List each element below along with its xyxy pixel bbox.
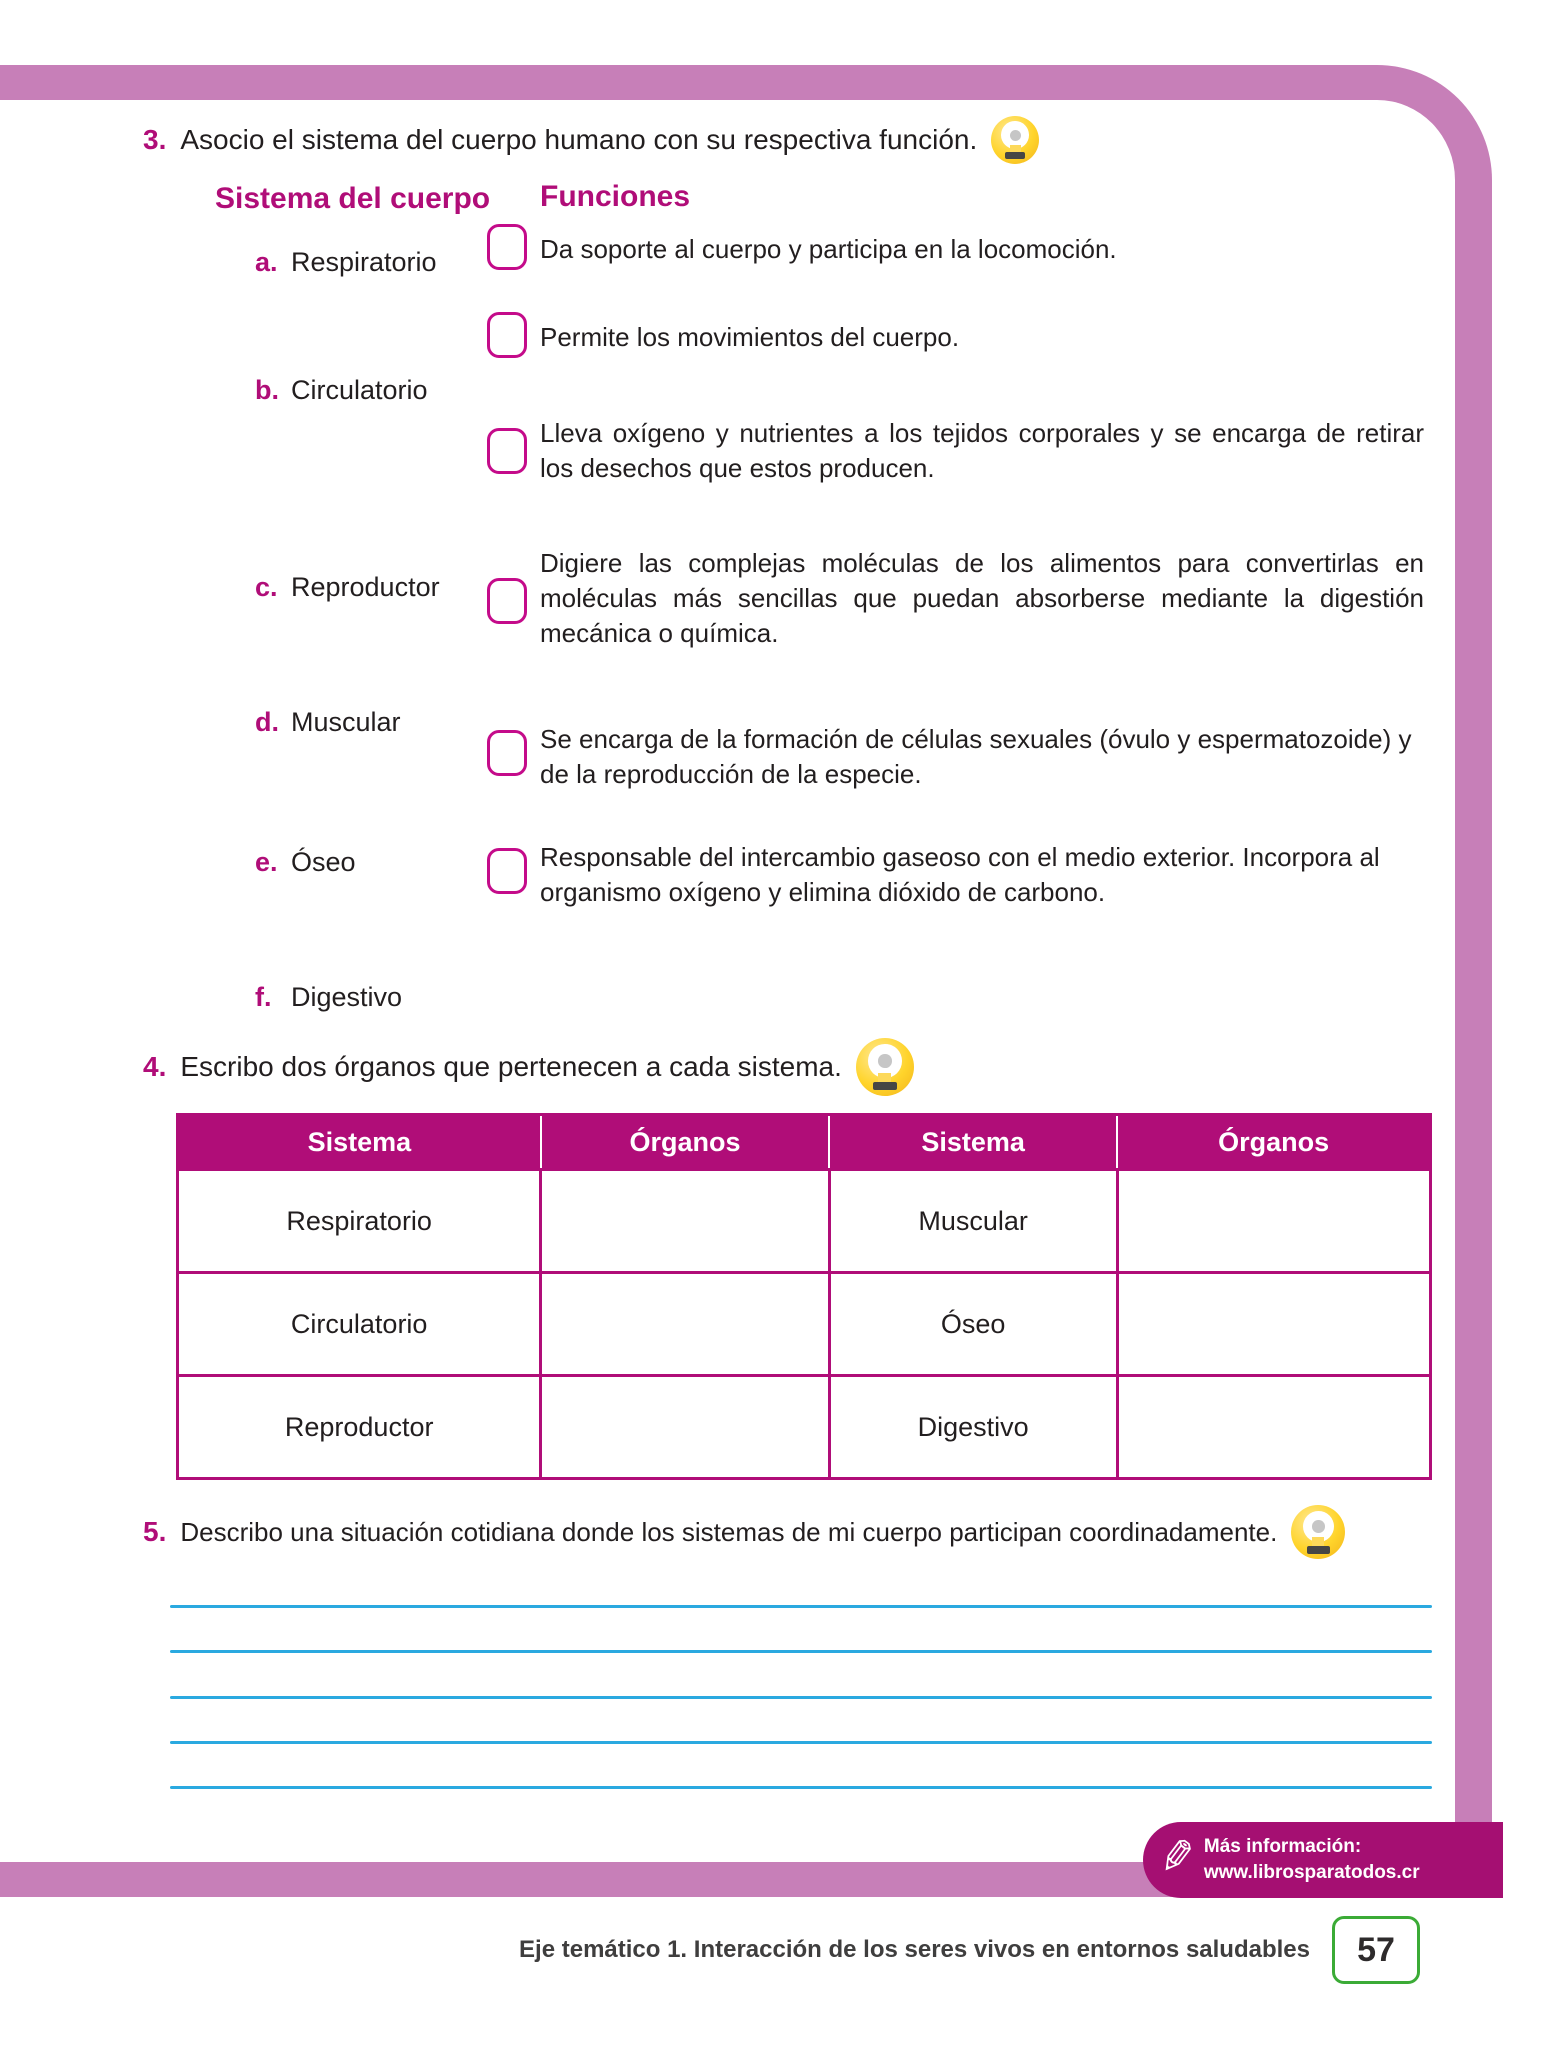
system-cell: Respiratorio: [178, 1170, 541, 1273]
match-checkbox-4[interactable]: [487, 578, 527, 624]
lightbulb-icon: [856, 1038, 914, 1096]
badge-line1: Más información:: [1203, 1836, 1362, 1858]
system-label: Reproductor: [291, 572, 440, 602]
system-item-oseo: [255, 847, 356, 878]
match-checkbox-5[interactable]: [487, 730, 527, 776]
bulb-base: [873, 1082, 897, 1091]
table-header-sistema: Sistema: [178, 1115, 541, 1170]
bulb-base: [1307, 1546, 1330, 1554]
system-cell: Reproductor: [178, 1376, 541, 1479]
function-text-5: Se encarga de la formación de células sexuales (óvulo y espermatozoide) y de la reproducción de la especie.: [540, 724, 1412, 790]
match-checkbox-1[interactable]: [487, 224, 527, 270]
question-5-number: 5.: [143, 1516, 167, 1547]
system-item-muscular: [255, 707, 401, 738]
organs-table: [176, 1113, 1432, 1480]
system-label: Muscular: [291, 707, 401, 737]
question-4: [143, 1038, 914, 1096]
table-header-sistema: Sistema: [829, 1115, 1117, 1170]
answer-line[interactable]: [170, 1741, 1432, 1744]
page-footer: [519, 1916, 1420, 1984]
table-header-row: [178, 1115, 1431, 1170]
function-text-3: Lleva oxígeno y nutrientes a los tejidos corporales y se encarga de retirar los desechos que estos producen.: [540, 418, 1424, 484]
system-letter: c.: [255, 572, 278, 602]
question-4-number: 4.: [143, 1051, 167, 1082]
organs-input-cell[interactable]: [541, 1170, 829, 1273]
function-text-6: Responsable del intercambio gaseoso con el medio exterior. Incorpora al organismo oxígeno y elimina dióxido de carbono.: [540, 842, 1380, 908]
system-item-reproductor: [255, 572, 440, 603]
system-letter: b.: [255, 375, 279, 405]
match-checkbox-6[interactable]: [487, 848, 527, 894]
table-row: [178, 1376, 1431, 1479]
organs-input-cell[interactable]: [541, 1376, 829, 1479]
pencil-icon: ✎: [1155, 1830, 1200, 1885]
question-4-text: Escribo dos órganos que pertenecen a cada sistema.: [180, 1051, 842, 1082]
systems-column-heading: Sistema del cuerpo: [215, 182, 491, 215]
system-item-respiratorio: [255, 247, 437, 278]
question-3-number: 3.: [143, 124, 167, 155]
function-text-4: Digiere las complejas moléculas de los alimentos para convertirlas en moléculas más sencillas que puedan absorberse mediante la digestión mecánica o química.: [540, 548, 1424, 649]
system-cell: Óseo: [829, 1273, 1117, 1376]
system-letter: d.: [255, 707, 279, 737]
table-row: [178, 1170, 1431, 1273]
table-row: [178, 1273, 1431, 1376]
system-letter: f.: [255, 982, 272, 1012]
answer-line[interactable]: [170, 1650, 1432, 1653]
organs-input-cell[interactable]: [1117, 1170, 1430, 1273]
lightbulb-icon: [991, 116, 1039, 164]
table-header-organos: Órganos: [541, 1115, 829, 1170]
system-letter: e.: [255, 847, 278, 877]
organs-input-cell[interactable]: [1117, 1273, 1430, 1376]
organs-input-cell[interactable]: [1117, 1376, 1430, 1479]
footer-theme-text: Eje temático 1. Interacción de los seres vivos en entornos saludables: [519, 1936, 1310, 1963]
lightbulb-icon: [1291, 1505, 1345, 1559]
system-cell: Muscular: [829, 1170, 1117, 1273]
system-label: Digestivo: [291, 982, 403, 1012]
system-label: Respiratorio: [291, 247, 437, 277]
functions-column-heading: Funciones: [540, 180, 691, 213]
answer-line[interactable]: [170, 1696, 1432, 1699]
function-text-2: Permite los movimientos del cuerpo.: [540, 322, 960, 352]
table-header-organos: Órganos: [1117, 1115, 1430, 1170]
more-info-badge[interactable]: [1143, 1822, 1503, 1898]
answer-line[interactable]: [170, 1786, 1432, 1789]
organs-input-cell[interactable]: [541, 1273, 829, 1376]
page-number: 57: [1357, 1930, 1395, 1969]
system-cell: Digestivo: [829, 1376, 1117, 1479]
badge-text: [1204, 1834, 1420, 1885]
badge-link[interactable]: www.librosparatodos.cr: [1203, 1862, 1420, 1883]
question-5: [143, 1505, 1345, 1559]
bulb-base: [1005, 152, 1025, 159]
match-checkbox-2[interactable]: [487, 312, 527, 358]
page-number-box: [1332, 1916, 1420, 1984]
question-5-text: Describo una situación cotidiana donde los sistemas de mi cuerpo participan coordinadamente.: [180, 1516, 1278, 1547]
question-3: [143, 116, 1039, 164]
match-checkbox-3[interactable]: [487, 428, 527, 474]
answer-line[interactable]: [170, 1605, 1432, 1608]
system-label: Óseo: [291, 847, 356, 877]
system-label: Circulatorio: [291, 375, 428, 405]
question-3-text: Asocio el sistema del cuerpo humano con su respectiva función.: [180, 124, 978, 155]
function-text-1: Da soporte al cuerpo y participa en la locomoción.: [540, 234, 1117, 264]
system-cell: Circulatorio: [178, 1273, 541, 1376]
system-item-digestivo: [255, 982, 402, 1013]
system-item-circulatorio: [255, 375, 428, 406]
system-letter: a.: [255, 247, 278, 277]
